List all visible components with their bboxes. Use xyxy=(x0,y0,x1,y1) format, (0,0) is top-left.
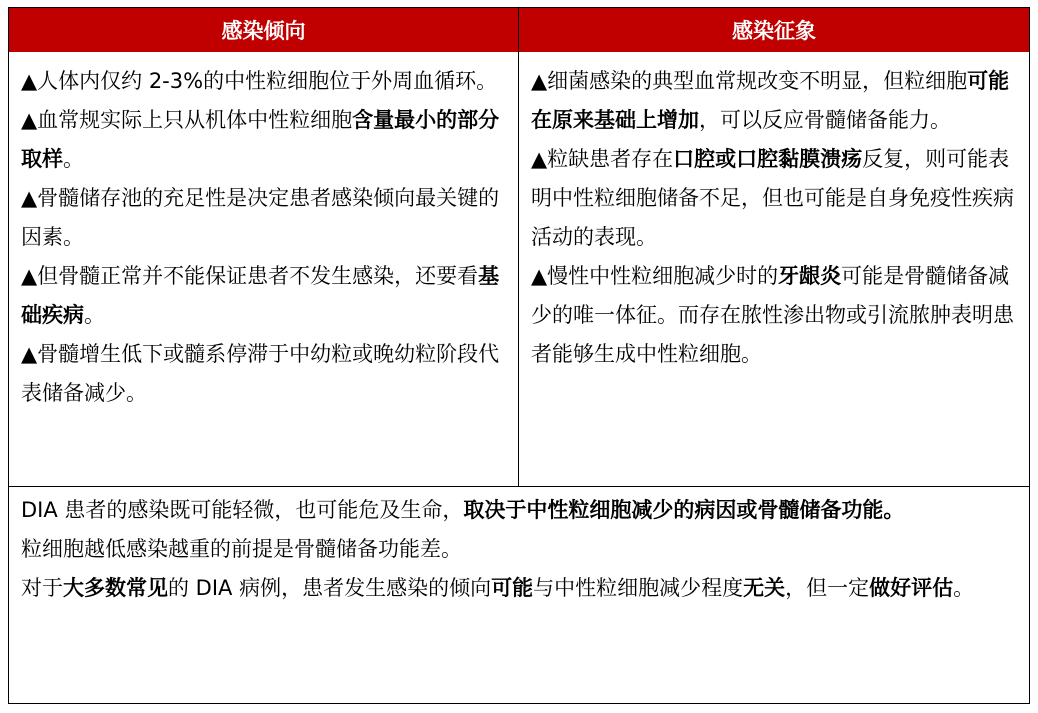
header-infection-signs: 感染征象 xyxy=(519,8,1029,52)
signs-item: ▲粒缺患者存在口腔或口腔黏膜溃疡反复，则可能表明中性粒细胞储备不足，但也可能是自身免疫性疾病活动的表现。 xyxy=(531,147,1014,249)
tendency-item: ▲骨髓储存池的充足性是决定患者感染倾向最关键的因素。 xyxy=(21,186,500,249)
header-infection-tendency: 感染倾向 xyxy=(9,8,518,52)
tendency-item: ▲骨髓增生低下或髓系停滞于中幼粒或晚幼粒阶段代表储备减少。 xyxy=(21,342,500,405)
summary-line: DIA 患者的感染既可能轻微，也可能危及生命，取决于中性粒细胞减少的病因或骨髓储备功能。 xyxy=(21,498,905,522)
tendency-column xyxy=(9,52,518,413)
info-table xyxy=(8,7,1030,704)
summary-line: 对于大多数常见的 DIA 病例，患者发生感染的倾向可能与中性粒细胞减少程度无关，但一定做好评估。 xyxy=(21,576,975,600)
tendency-item: ▲血常规实际上只从机体中性粒细胞含量最小的部分取样。 xyxy=(21,108,500,171)
tendency-item: ▲人体内仅约 2-3%的中性粒细胞位于外周血循环。 xyxy=(21,69,498,93)
signs-item: ▲细菌感染的典型血常规改变不明显，但粒细胞可能在原来基础上增加，可以反应骨髓储备能力。 xyxy=(531,69,1010,132)
signs-item: ▲慢性中性粒细胞减少时的牙龈炎可能是骨髓储备减少的唯一体征。而存在脓性渗出物或引流脓肿表明患者能够生成中性粒细胞。 xyxy=(531,264,1014,366)
tendency-item: ▲但骨髓正常并不能保证患者不发生感染，还要看基础疾病。 xyxy=(21,264,500,327)
summary-section xyxy=(9,487,1029,608)
signs-column xyxy=(519,52,1029,374)
summary-line: 粒细胞越低感染越重的前提是骨髓储备功能差。 xyxy=(21,537,462,561)
